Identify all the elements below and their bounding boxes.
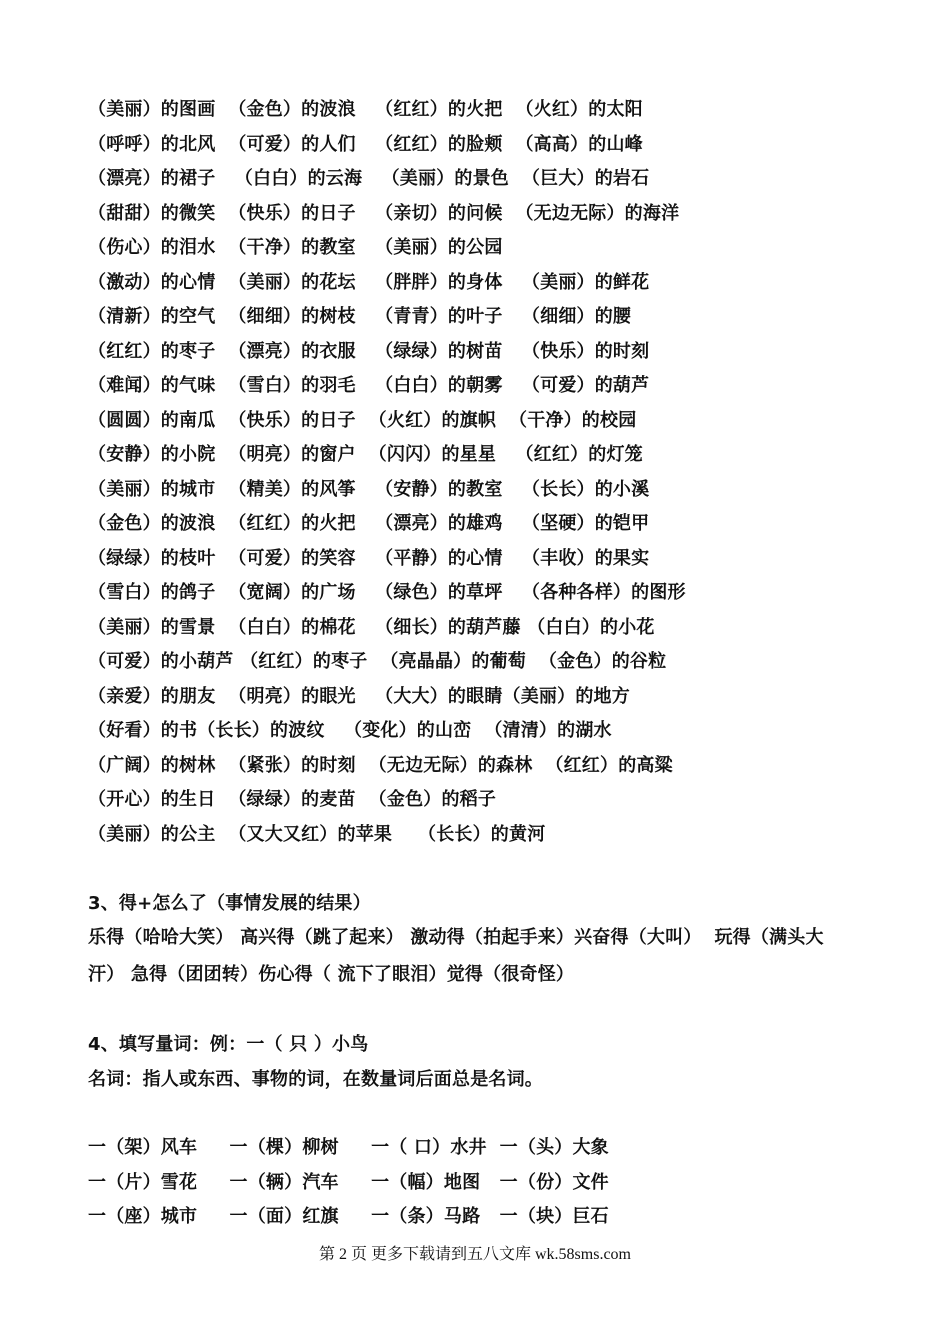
phrase-line: （难闻）的气味 （雪白）的羽毛 （白白）的朝雾 （可爱）的葫芦 [88,375,650,396]
phrase-line: （雪白）的鸽子 （宽阔）的广场 （绿色）的草坪 （各种各样）的图形 [88,582,686,603]
phrase-line: （圆圆）的南瓜 （快乐）的日子 （火红）的旗帜 （干净）的校园 [88,410,637,431]
phrase-line: （美丽）的公主 （又大又红）的苹果 （长长）的黄河 [88,824,546,845]
phrase-line: （激动）的心情 （美丽）的花坛 （胖胖）的身体 （美丽）的鲜花 [88,272,650,293]
phrase-line: （广阔）的树林 （紧张）的时刻 （无边无际）的森林 （红红）的高粱 [88,755,673,776]
phrase-line: （伤心）的泪水 （干净）的教室 （美丽）的公园 [88,237,503,258]
phrase-line: （红红）的枣子 （漂亮）的衣服 （绿绿）的树苗 （快乐）的时刻 [88,341,650,362]
phrase-line: （可爱）的小葫芦 （红红）的枣子 （亮晶晶）的葡萄 （金色）的谷粒 [88,651,667,672]
phrase-line: （清新）的空气 （细细）的树枝 （青青）的叶子 （细细）的腰 [88,306,632,327]
section-3-line: 乐得（哈哈大笑） 高兴得（跳了起来） 激动得（拍起手来）兴奋得（大叫） 玩得（满头大 [88,927,824,948]
phrase-line: （美丽）的雪景 （白白）的棉花 （细长）的葫芦藤 （白白）的小花 [88,617,655,638]
phrase-line: （呼呼）的北风 （可爱）的人们 （红红）的脸颊 （高高）的山峰 [88,134,643,155]
page-footer: 第 2 页 更多下载请到五八文库 wk.58sms.com [318,1246,631,1263]
phrase-line: （亲爱）的朋友 （明亮）的眼光 （大大）的眼睛（美丽）的地方 [88,686,630,707]
measure-word-row: 一（片）雪花 一（辆）汽车 一（幅）地图 一（份）文件 [88,1172,609,1193]
section-4-definition: 名词：指人或东西、事物的词，在数量词后面总是名词。 [88,1069,543,1090]
phrase-line: （安静）的小院 （明亮）的窗户 （闪闪）的星星 （红红）的灯笼 [88,444,643,465]
phrase-line: （漂亮）的裙子 （白白）的云海 （美丽）的景色 （巨大）的岩石 [88,168,650,189]
phrase-line: （美丽）的城市 （精美）的风筝 （安静）的教室 （长长）的小溪 [88,479,650,500]
phrase-line: （好看）的书（长长）的波纹 （变化）的山峦 （清清）的湖水 [88,720,612,741]
phrase-line: （美丽）的图画 （金色）的波浪 （红红）的火把 （火红）的太阳 [88,99,643,120]
phrase-line: （甜甜）的微笑 （快乐）的日子 （亲切）的问候 （无边无际）的海洋 [88,203,680,224]
measure-word-row: 一（架）风车 一（棵）柳树 一（ 口）水井 一（头）大象 [88,1137,609,1158]
phrase-line: （金色）的波浪 （红红）的火把 （漂亮）的雄鸡 （坚硬）的铠甲 [88,513,650,534]
phrase-line: （开心）的生日 （绿绿）的麦苗 （金色）的稻子 [88,789,497,810]
measure-word-row: 一（座）城市 一（面）红旗 一（条）马路 一（块）巨石 [88,1206,609,1227]
section-3-line: 汗） 急得（团团转）伤心得（ 流下了眼泪）觉得（很奇怪） [88,964,575,985]
phrase-line: （绿绿）的枝叶 （可爱）的笑容 （平静）的心情 （丰收）的果实 [88,548,650,569]
section-3-heading: 3、得+怎么了（事情发展的结果） [88,893,371,914]
section-4-heading: 4、填写量词：例：一（ 只 ）小鸟 [88,1034,369,1055]
